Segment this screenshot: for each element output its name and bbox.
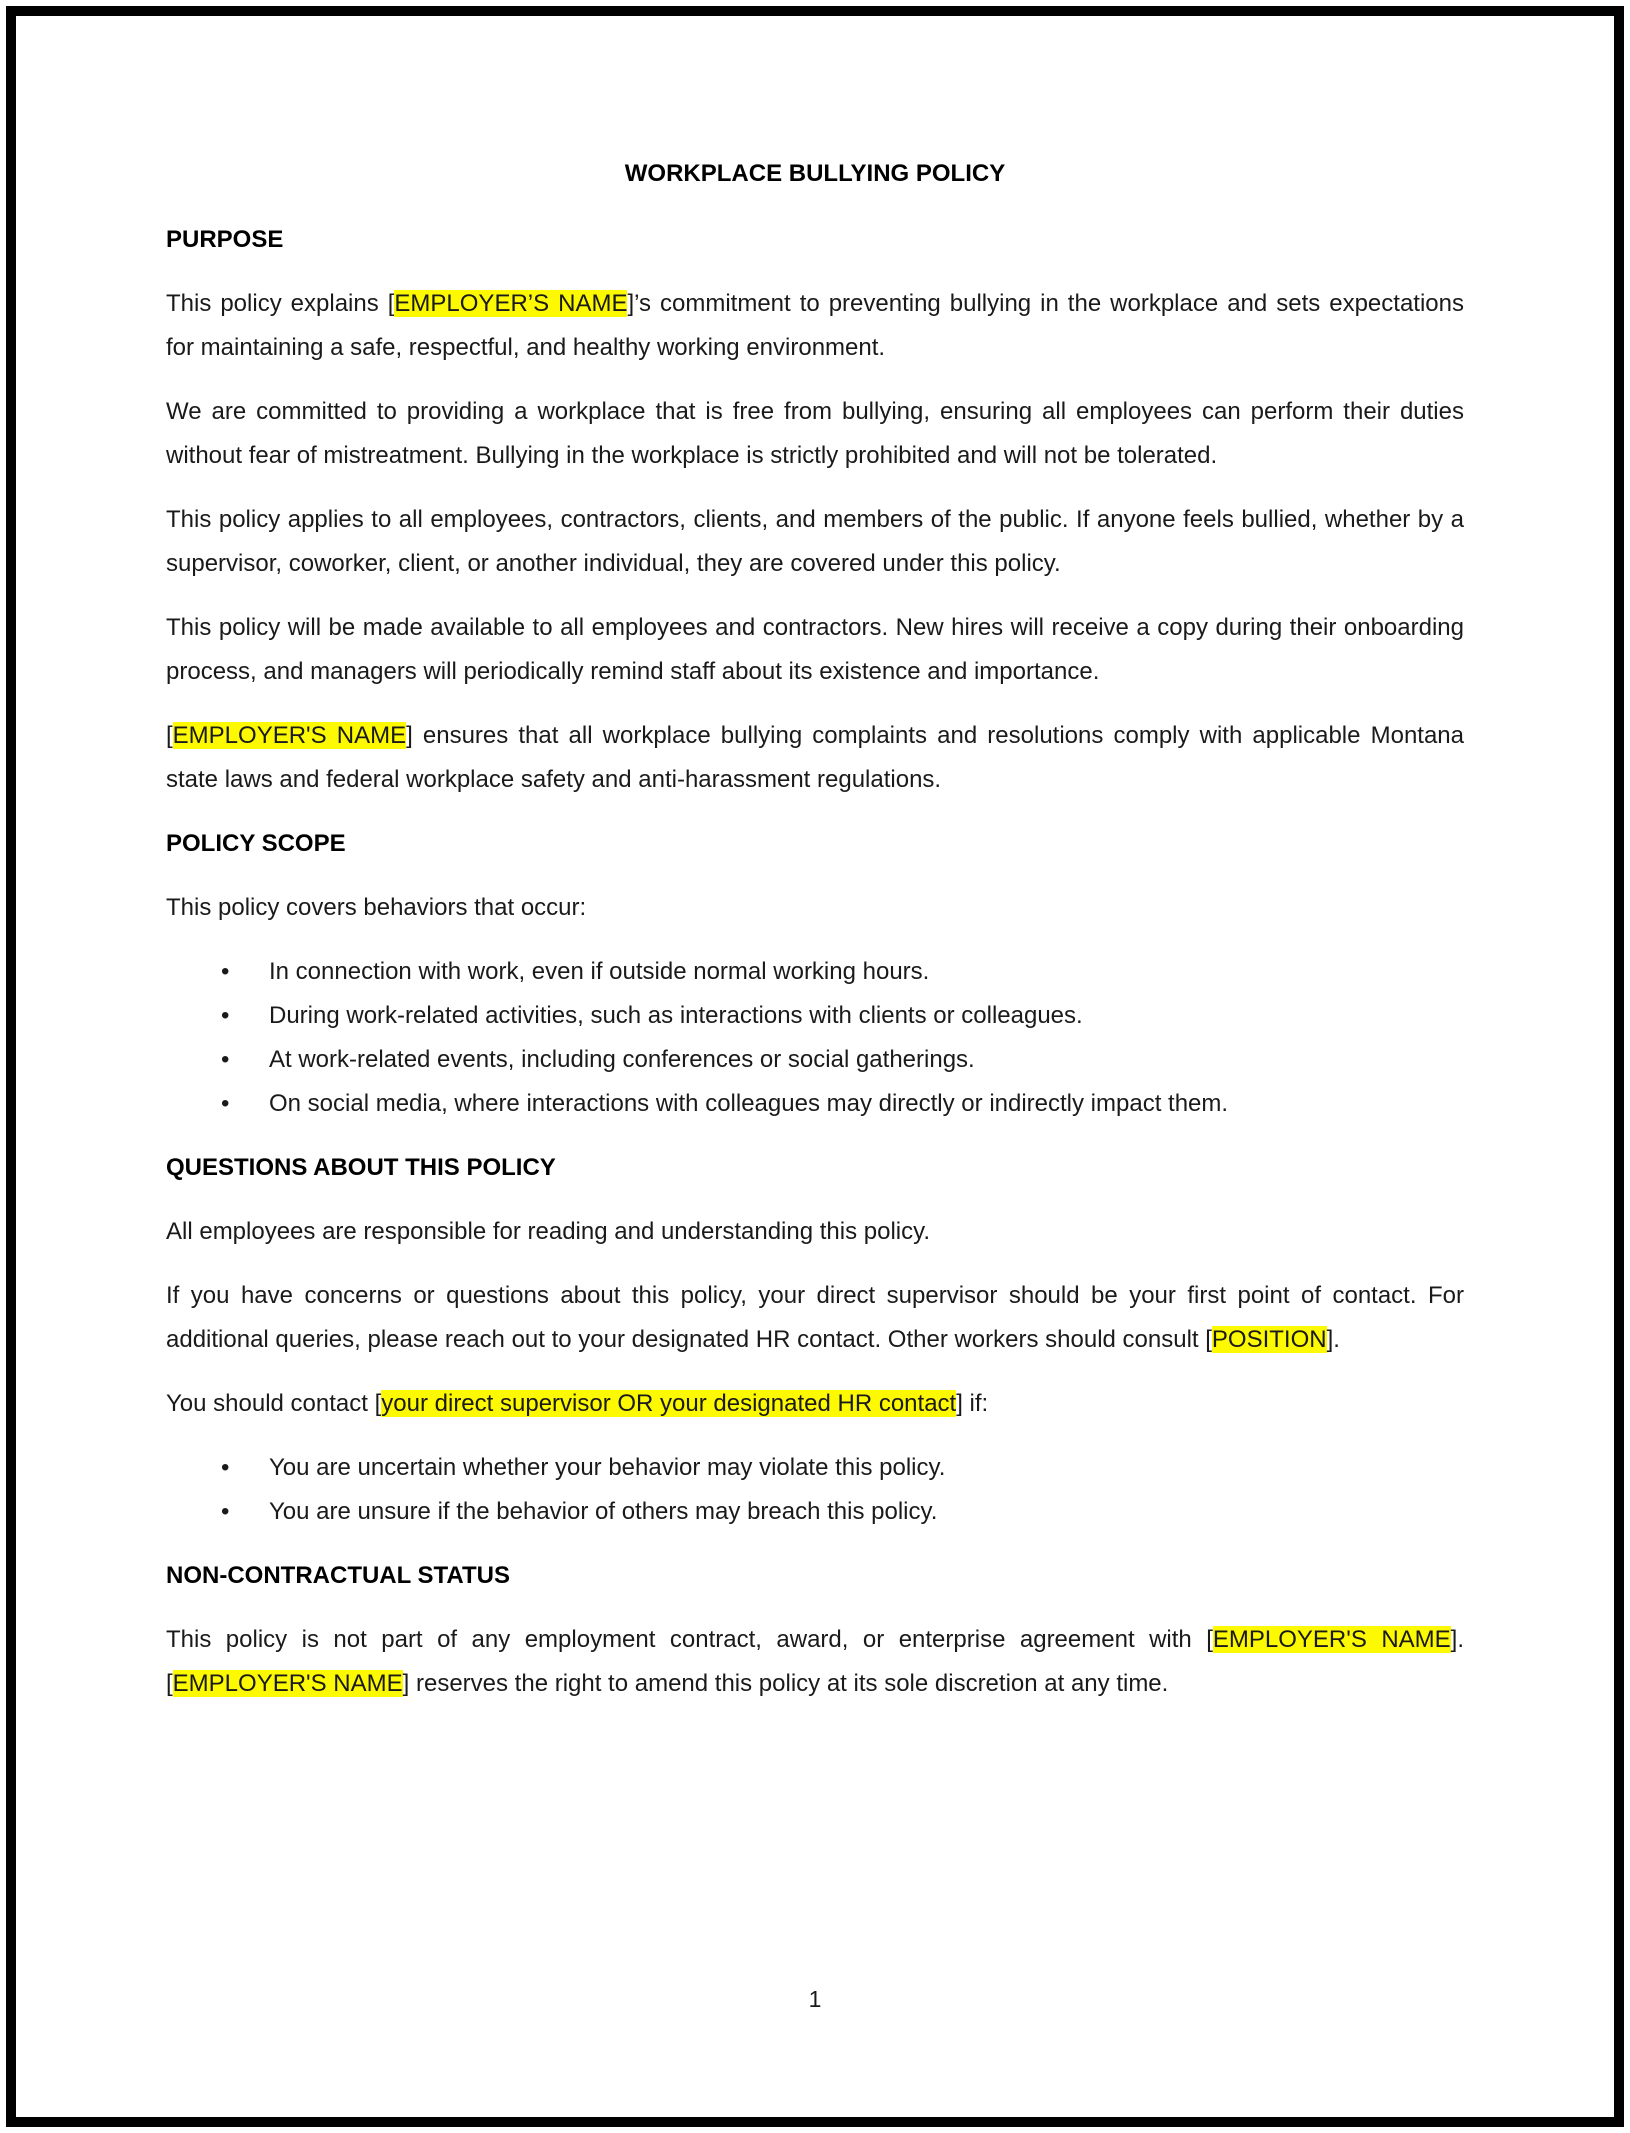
non-contractual-paragraph-1 <box>166 1618 1464 1706</box>
section-heading-policy-scope: POLICY SCOPE <box>166 830 346 857</box>
highlight-employers-name: EMPLOYER'S NAME <box>1212 1626 1451 1653</box>
list-item: • You are uncertain whether your behavior may violate this policy. <box>221 1446 1464 1490</box>
section-heading-questions: QUESTIONS ABOUT THIS POLICY <box>166 1154 556 1181</box>
text-run: ] if: <box>956 1390 989 1417</box>
document-title: WORKPLACE BULLYING POLICY <box>624 160 1006 187</box>
questions-list <box>166 1446 1464 1534</box>
document-content <box>166 152 1464 1726</box>
questions-paragraph-3 <box>166 1382 1464 1426</box>
purpose-paragraph-2: We are committed to providing a workplace that is free from bullying, ensuring all employees can perform their duties without fear of mistreatment. Bullying in the workplace is strictly prohibited and will not be tolerated. <box>166 398 1464 469</box>
list-item: • In connection with work, even if outside normal working hours. <box>221 950 1464 994</box>
highlight-employers-name: EMPLOYER’S NAME <box>394 290 628 317</box>
text-run: If you have concerns or questions about this policy, your direct supervisor should be your first point of contact. For additional queries, please reach out to your designated HR contact. Other workers should consult [ <box>166 1282 1464 1353</box>
policy-scope-list <box>166 950 1464 1126</box>
text-run: [ <box>166 722 173 749</box>
text-run: This policy explains [ <box>166 290 395 317</box>
text-run: ]. <box>1326 1326 1340 1353</box>
purpose-paragraph-1 <box>166 282 1464 370</box>
list-item: • On social media, where interactions with colleagues may directly or indirectly impact them. <box>221 1082 1464 1126</box>
highlight-employers-name: EMPLOYER'S NAME <box>172 1670 403 1697</box>
highlight-position: POSITION <box>1211 1326 1327 1353</box>
list-item: • During work-related activities, such as interactions with clients or colleagues. <box>221 994 1464 1038</box>
text-run: You should contact [ <box>166 1390 382 1417</box>
highlight-contact-options: your direct supervisor OR your designated HR contact <box>381 1390 957 1417</box>
purpose-paragraph-3: This policy applies to all employees, contractors, clients, and members of the public. If anyone feels bullied, whether by a supervisor, coworker, client, or another individual, they are covered under this policy. <box>166 506 1464 577</box>
section-heading-non-contractual: NON-CONTRACTUAL STATUS <box>166 1562 510 1589</box>
purpose-paragraph-5 <box>166 714 1464 802</box>
text-run: ]’s commitment to preventing bullying in the workplace and sets expectations for maintaining a safe, respectful, and healthy working environment. <box>166 290 1464 361</box>
text-run: ]. [ <box>166 1626 1464 1697</box>
policy-scope-intro: This policy covers behaviors that occur: <box>166 894 587 921</box>
purpose-paragraph-4: This policy will be made available to all employees and contractors. New hires will receive a copy during their onboarding process, and managers will periodically remind staff about its existence and importance. <box>166 614 1464 685</box>
text-run: ] ensures that all workplace bullying complaints and resolutions comply with applicable Montana state laws and federal workplace safety and anti-harassment regulations. <box>166 722 1465 793</box>
questions-paragraph-2 <box>166 1274 1464 1362</box>
list-item: • At work-related events, including conferences or social gatherings. <box>221 1038 1464 1082</box>
text-run: This policy is not part of any employment contract, award, or enterprise agreement with [ <box>166 1626 1213 1653</box>
list-item: • You are unsure if the behavior of others may breach this policy. <box>221 1490 1464 1534</box>
questions-paragraph-1: All employees are responsible for reading and understanding this policy. <box>166 1218 931 1245</box>
section-heading-purpose: PURPOSE <box>166 226 284 253</box>
text-run: ] reserves the right to amend this policy at its sole discretion at any time. <box>402 1670 1169 1697</box>
highlight-employers-name: EMPLOYER'S NAME <box>172 722 407 749</box>
page-number: 1 <box>808 1986 822 2012</box>
